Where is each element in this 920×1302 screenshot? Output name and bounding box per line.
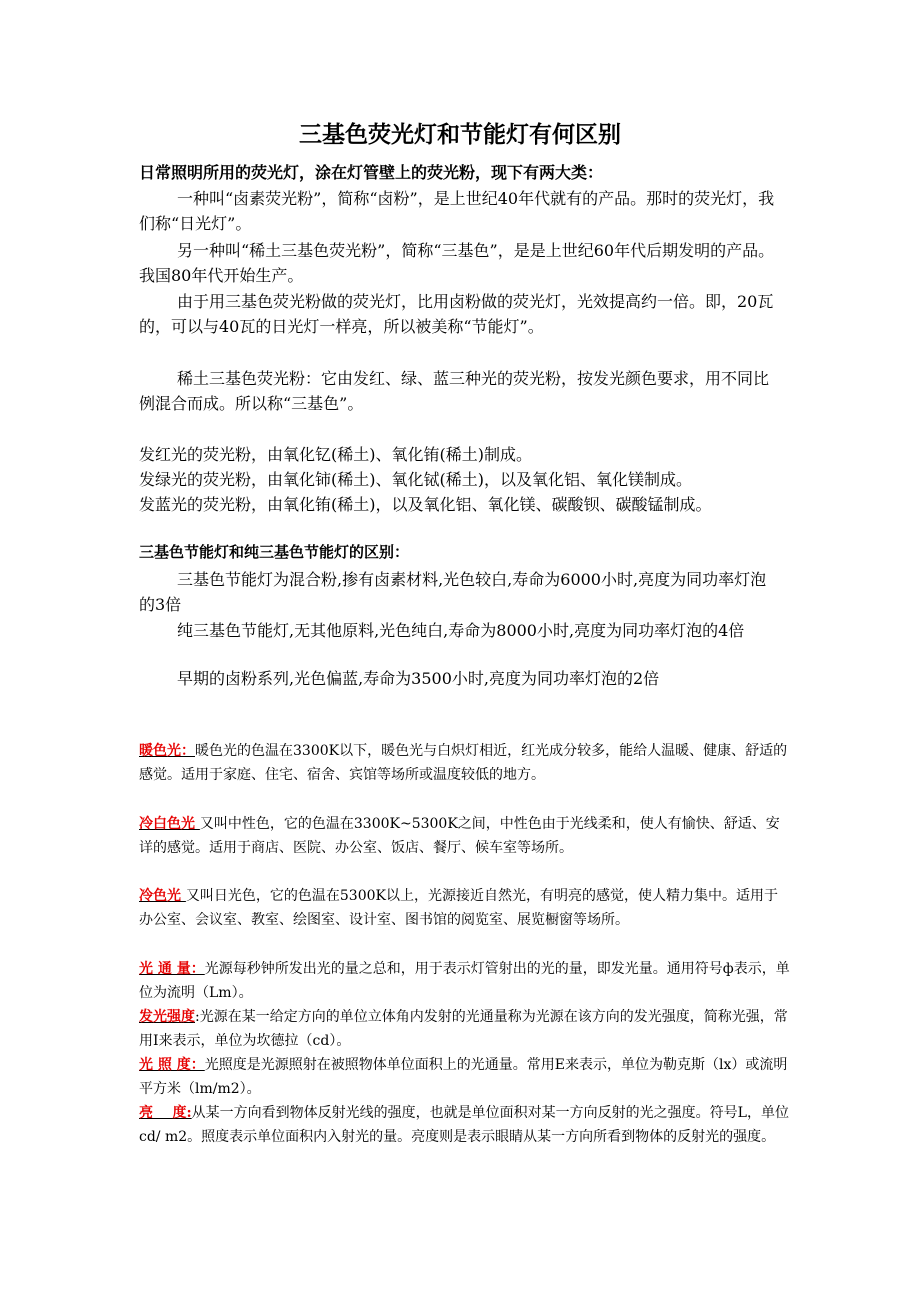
term-definition: 光源每秒钟所发出光的量之总和，用于表示灯管射出的光的量，即发光量。通用符号ф表示，单位为流明（Lm）。 [139,961,790,1001]
term-cool-white-light [139,812,791,860]
document-title: 三基色荧光灯和节能灯有何区别 [299,122,621,148]
term-warm-light [139,739,791,787]
section-heading-phosphor-types: 日常照明所用的荧光灯，涂在灯管壁上的荧光粉，现下有两大类： [139,163,604,182]
term-definition: 从某一方向看到物体反射光线的强度，也就是单位面积对某一方向反射的光之强度。符号L，单位cd/ m2。照度表示单位面积内入射光的量。亮度则是表示眼睛从某一方向所看到物体的反射光的强度。 [139,1105,789,1145]
phosphor-blue-line: 发蓝光的荧光粉，由氧化铕(稀土)，以及氧化铝、氧化镁、碳酸钡、碳酸锰制成。 [139,495,712,514]
lamp-type-trichromatic: 三基色节能灯为混合粉,掺有卤素材料,光色较白,寿命为6000小时,亮度为同功率灯泡的3倍 [139,570,767,614]
term-cool-light [139,884,791,932]
term-label: 冷白色光 [139,816,200,832]
term-label: 暖色光： [139,743,195,759]
paragraph-rare-earth-phosphor: 另一种叫“稀土三基色荧光粉”，简称“三基色”，是是上世纪60年代后期发明的产品。我国80年代开始生产。 [139,241,775,285]
term-luminous-intensity [139,1005,791,1053]
section-heading-lamp-difference: 三基色节能灯和纯三基色节能灯的区别： [139,543,410,561]
term-definition: :光源在某一给定方向的单位立体角内发射的光通量称为光源在该方向的发光强度，简称光强，常用I来表示，单位为坎德拉（cd）。 [139,1009,788,1049]
lamp-type-halogen-series: 早期的卤粉系列,光色偏蓝,寿命为3500小时,亮度为同功率灯泡的2倍 [177,669,660,688]
term-luminous-flux [139,957,791,1005]
term-definition: 暖色光的色温在3300K以下，暖色光与白炽灯相近，红光成分较多，能给人温暖、健康、舒适的感觉。适用于家庭、住宅、宿舍、宾馆等场所或温度较低的地方。 [139,743,788,783]
term-definition: 又叫日光色，它的色温在5300K以上，光源接近自然光，有明亮的感觉，使人精力集中。适用于办公室、会议室、教室、绘图室、设计室、图书馆的阅览室、展览橱窗等场所。 [139,888,778,928]
term-definition: 光照度是光源照射在被照物体单位面积上的光通量。常用E来表示，单位为勒克斯（lx）或流明平方米（lm/m2）。 [139,1057,788,1097]
term-label: 发光强度 [139,1009,195,1025]
term-label: 冷色光 [139,888,186,904]
term-definition: 又叫中性色，它的色温在3300K~5300K之间，中性色由于光线柔和，使人有愉快、舒适、安详的感觉。适用于商店、医院、办公室、饭店、餐厅、候车室等场所。 [139,816,780,856]
term-illuminance [139,1053,791,1101]
term-label: 光 通 量： [139,961,205,977]
term-label: 亮 度: [139,1105,192,1121]
paragraph-halogen-phosphor: 一种叫“卤素荧光粉”，简称“卤粉”，是上世纪40年代就有的产品。那时的荧光灯，我们称“日光灯”。 [139,189,775,233]
phosphor-red-line: 发红光的荧光粉，由氧化钇(稀土)、氧化铕(稀土)制成。 [139,445,532,464]
phosphor-green-line: 发绿光的荧光粉，由氧化铈(稀土)、氧化铽(稀土)，以及氧化铝、氧化镁制成。 [139,470,692,489]
term-label: 光 照 度： [139,1057,205,1073]
paragraph-energy-saving: 由于用三基色荧光粉做的荧光灯，比用卤粉做的荧光灯，光效提高约一倍。即，20瓦的，可以与40瓦的日光灯一样亮，所以被美称“节能灯”。 [139,292,774,336]
paragraph-trichromatic-definition: 稀土三基色荧光粉：它由发红、绿、蓝三种光的荧光粉，按发光颜色要求，用不同比例混合而成。所以称“三基色”。 [139,369,770,413]
term-luminance [139,1101,791,1149]
lamp-type-pure-trichromatic: 纯三基色节能灯,无其他原料,光色纯白,寿命为8000小时,亮度为同功率灯泡的4倍 [177,621,745,640]
